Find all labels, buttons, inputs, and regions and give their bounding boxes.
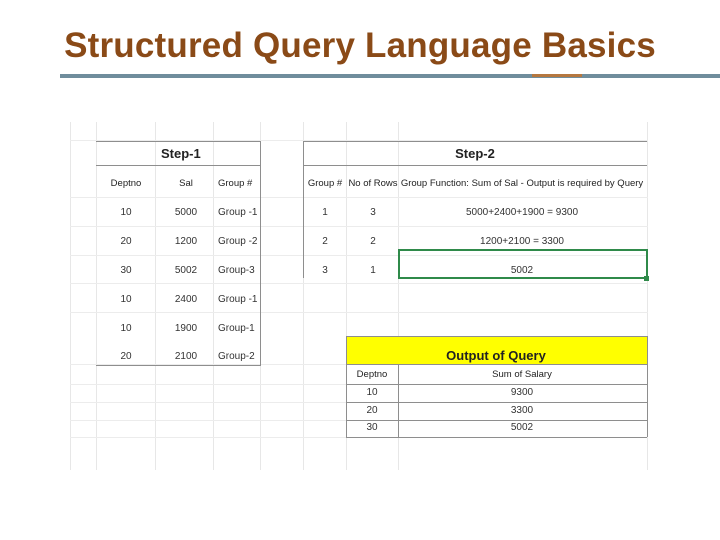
output-border xyxy=(346,437,647,438)
step1-cell[interactable]: 30 xyxy=(120,265,132,276)
output-col-sum: Sum of Salary xyxy=(492,369,552,380)
step1-cell[interactable]: 10 xyxy=(120,323,132,334)
step2-cell[interactable]: 3 xyxy=(370,207,376,218)
gridline xyxy=(70,226,648,227)
output-border xyxy=(346,364,647,365)
gridline xyxy=(155,122,156,470)
step1-cell[interactable]: Group-3 xyxy=(218,265,255,276)
step1-border xyxy=(260,141,261,366)
output-border xyxy=(346,402,647,403)
step2-border xyxy=(303,141,647,142)
step1-col-group: Group # xyxy=(218,178,253,189)
step1-cell[interactable]: 10 xyxy=(120,294,132,305)
output-cell[interactable]: 5002 xyxy=(510,422,534,433)
step1-border xyxy=(96,365,260,366)
gridline xyxy=(213,122,214,470)
output-header: Output of Query xyxy=(446,348,546,363)
spreadsheet xyxy=(70,122,648,470)
step1-cell[interactable]: Group -2 xyxy=(218,236,258,247)
step2-cell[interactable]: 3 xyxy=(322,265,328,276)
step2-border xyxy=(303,141,304,278)
output-border xyxy=(346,420,647,421)
output-cell[interactable]: 3300 xyxy=(510,405,534,416)
step1-cell[interactable]: 2400 xyxy=(174,294,198,305)
step1-cell[interactable]: Group-2 xyxy=(218,351,255,362)
step1-col-deptno: Deptno xyxy=(110,178,142,189)
step1-cell[interactable]: 20 xyxy=(120,351,132,362)
output-cell[interactable]: 30 xyxy=(366,422,378,433)
output-border xyxy=(346,336,647,337)
step1-border xyxy=(96,141,260,142)
step2-cell[interactable]: 1 xyxy=(322,207,328,218)
gridline xyxy=(70,312,648,313)
gridline xyxy=(96,122,97,470)
step1-cell[interactable]: Group -1 xyxy=(218,294,258,305)
step1-cell[interactable]: 5000 xyxy=(174,207,198,218)
step2-border xyxy=(303,165,647,166)
output-cell[interactable]: 9300 xyxy=(510,387,534,398)
step1-cell[interactable]: 5002 xyxy=(174,265,198,276)
output-border xyxy=(346,336,347,437)
output-border xyxy=(398,364,399,437)
step1-cell[interactable]: 20 xyxy=(120,236,132,247)
step1-cell[interactable]: 1900 xyxy=(174,323,198,334)
gridline xyxy=(70,197,648,198)
step1-cell[interactable]: Group-1 xyxy=(218,323,255,334)
output-cell[interactable]: 20 xyxy=(366,405,378,416)
step2-cell[interactable]: 5000+2400+1900 = 9300 xyxy=(465,207,579,218)
step2-header: Step-2 xyxy=(455,146,495,161)
output-col-deptno: Deptno xyxy=(356,369,388,380)
step1-cell[interactable]: Group -1 xyxy=(218,207,258,218)
step2-col-group: Group # xyxy=(307,178,343,189)
step1-cell[interactable]: 1200 xyxy=(174,236,198,247)
step1-header: Step-1 xyxy=(161,146,201,161)
step2-cell[interactable]: 1 xyxy=(370,265,376,276)
gridline xyxy=(70,122,71,470)
gridline xyxy=(70,283,648,284)
step2-cell[interactable]: 2 xyxy=(370,236,376,247)
step1-border xyxy=(96,165,260,166)
title-underline-accent xyxy=(532,74,582,77)
slide-title: Structured Query Language Basics xyxy=(64,26,656,65)
title-underline xyxy=(60,74,720,78)
step2-col-rows: No of Rows xyxy=(348,178,398,189)
step1-cell[interactable]: 2100 xyxy=(174,351,198,362)
step2-cell[interactable]: 5002 xyxy=(510,265,534,276)
fill-handle[interactable] xyxy=(644,276,649,281)
output-border xyxy=(346,384,647,385)
step1-col-sal: Sal xyxy=(179,178,193,189)
step2-cell[interactable]: 2 xyxy=(322,236,328,247)
step2-cell[interactable]: 1200+2100 = 3300 xyxy=(480,236,564,247)
output-cell[interactable]: 10 xyxy=(366,387,378,398)
output-border xyxy=(647,336,648,437)
step1-cell[interactable]: 10 xyxy=(120,207,132,218)
step2-col-function: Group Function: Sum of Sal - Output is required by Query xyxy=(400,178,644,189)
